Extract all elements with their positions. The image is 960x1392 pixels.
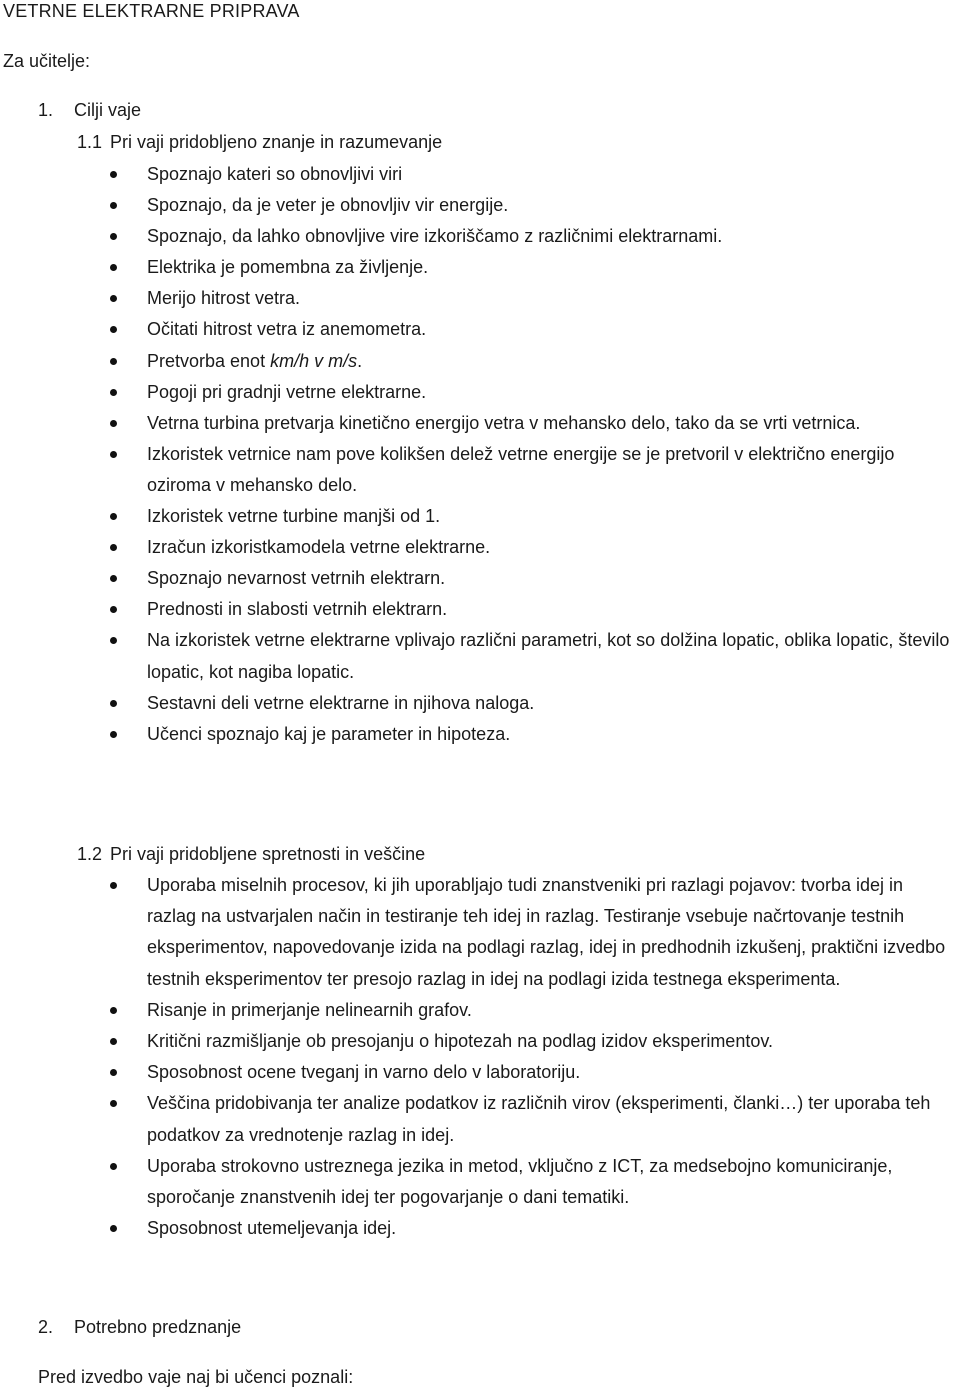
bullet-icon [110, 202, 117, 209]
bullet-icon [110, 389, 117, 396]
bullet-icon [110, 358, 117, 365]
bullet-icon [110, 882, 117, 889]
bullet-icon [110, 171, 117, 178]
bullet-icon [110, 264, 117, 271]
skills-list [104, 870, 956, 1244]
list-item: Sposobnost ocene tveganj in varno delo v laboratoriju. [104, 1057, 956, 1088]
subsection-number: 1.1 [77, 132, 103, 152]
audience-heading: Za učitelje: [3, 51, 91, 71]
list-item: Izkoristek vetrnice nam pove kolikšen delež vetrne energije se je pretvoril v električno energijo oziroma v mehansko delo. [104, 439, 956, 501]
list-item: Prednosti in slabosti vetrnih elektrarn. [104, 594, 956, 625]
unit-conversion: km/h v m/s [270, 350, 358, 371]
bullet-icon [110, 731, 117, 738]
subsection-label: Pri vaji pridobljeno znanje in razumevanje [110, 132, 443, 152]
document-title: VETRNE ELEKTRARNE PRIPRAVA [3, 1, 300, 21]
bullet-icon [110, 1069, 117, 1076]
list-item: Izkoristek vetrne turbine manjši od 1. [104, 501, 956, 532]
list-item: Spoznajo, da je veter je obnovljiv vir energije. [104, 190, 956, 221]
knowledge-list [104, 159, 956, 750]
list-item: Uporaba strokovno ustreznega jezika in metod, vključno z ICT, za medsebojno komuniciranje, sporočanje znanstvenih idej ter pogovarjanje o dani tematiki. [104, 1151, 956, 1213]
list-item: Uporaba miselnih procesov, ki jih uporabljajo tudi znanstveniki pri razlagi pojavov: tvorba idej in razlag na ustvarjalen način in testiranje teh idej in razlag. Testiranje vsebuje načrtovanje testnih eksperimentov, napovedovanje izida na podlagi razlag, idej in predhodnih izkušenj, praktični izvedbo testnih eksperimentov ter presojo razlag in idej na podlagi izida testnega eksperimenta. [104, 870, 956, 995]
section-label: Potrebno predznanje [74, 1317, 242, 1337]
section-heading-2 [38, 1316, 241, 1338]
list-item: Vetrna turbina pretvarja kinetično energijo vetra v mehansko delo, tako da se vrti vetrnica. [104, 408, 956, 439]
bullet-icon [110, 544, 117, 551]
bullet-icon [110, 700, 117, 707]
list-item: Risanje in primerjanje nelinearnih grafov. [104, 995, 956, 1026]
section-number: 1. [38, 100, 54, 120]
subsection-number: 1.2 [77, 844, 103, 864]
list-item: Elektrika je pomembna za življenje. [104, 252, 956, 283]
section-heading-1 [38, 99, 141, 121]
list-item: Na izkoristek vetrne elektrarne vplivajo različni parametri, kot so dolžina lopatic, oblika lopatic, število lopatic, kot nagiba lopatic. [104, 625, 956, 687]
bullet-icon [110, 606, 117, 613]
list-item: Pogoji pri gradnji vetrne elektrarne. [104, 377, 956, 408]
list-item: Kritični razmišljanje ob presojanju o hipotezah na podlag izidov eksperimentov. [104, 1026, 956, 1057]
list-item: Učenci spoznajo kaj je parameter in hipoteza. [104, 719, 956, 750]
list-item: Spoznajo kateri so obnovljivi viri [104, 159, 956, 190]
bullet-icon [110, 233, 117, 240]
subsection-label: Pri vaji pridobljene spretnosti in veščine [110, 844, 426, 864]
list-item: Očitati hitrost vetra iz anemometra. [104, 314, 956, 345]
list-item: Sestavni deli vetrne elektrarne in njihova naloga. [104, 688, 956, 719]
list-item: Spoznajo, da lahko obnovljive vire izkoriščamo z različnimi elektrarnami. [104, 221, 956, 252]
bullet-icon [110, 1007, 117, 1014]
bullet-icon [110, 326, 117, 333]
bullet-icon [110, 637, 117, 644]
list-item: Izračun izkoristkamodela vetrne elektrarne. [104, 532, 956, 563]
bullet-icon [110, 1225, 117, 1232]
bullet-icon [110, 1038, 117, 1045]
bullet-icon [110, 1100, 117, 1107]
subsection-heading-1-1 [77, 131, 442, 153]
bullet-icon [110, 1163, 117, 1170]
prerequisite-intro: Pred izvedbo vaje naj bi učenci poznali: [38, 1367, 354, 1387]
bullet-icon [110, 575, 117, 582]
list-item: Pretvorba enot km/h v m/s. [104, 346, 956, 377]
section-number: 2. [38, 1317, 54, 1337]
bullet-icon [110, 513, 117, 520]
section-label: Cilji vaje [74, 100, 142, 120]
list-item: Veščina pridobivanja ter analize podatkov iz različnih virov (eksperimenti, članki…) ter uporaba teh podatkov za vrednotenje razlag in idej. [104, 1088, 956, 1150]
list-item: Merijo hitrost vetra. [104, 283, 956, 314]
list-item: Spoznajo nevarnost vetrnih elektrarn. [104, 563, 956, 594]
bullet-icon [110, 295, 117, 302]
bullet-icon [110, 451, 117, 458]
subsection-heading-1-2 [77, 843, 425, 865]
list-item: Sposobnost utemeljevanja idej. [104, 1213, 956, 1244]
bullet-icon [110, 420, 117, 427]
